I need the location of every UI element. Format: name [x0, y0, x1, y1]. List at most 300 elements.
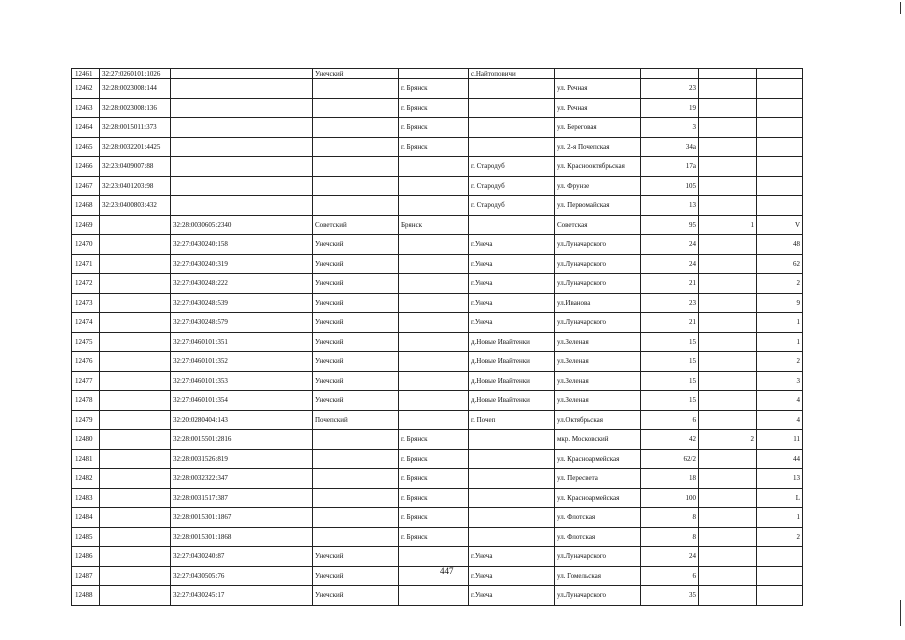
row-number-cell: 12479: [72, 410, 100, 430]
cadastral-number-old-cell: 32:27:0260101:1026: [100, 69, 171, 79]
city-cell: [399, 176, 469, 196]
row-number-cell: 12478: [72, 391, 100, 411]
city-cell: г. Брянск: [399, 118, 469, 138]
apartment-cell: [757, 176, 803, 196]
cadastral-number-old-cell: [100, 430, 171, 450]
apartment-cell: L: [757, 488, 803, 508]
house-number-cell: 105: [641, 176, 699, 196]
city-cell: г. Брянск: [399, 508, 469, 528]
city-cell: [399, 196, 469, 216]
district-cell: [313, 430, 399, 450]
district-cell: [313, 508, 399, 528]
building-cell: [699, 332, 757, 352]
settlement-cell: г.Унеча: [469, 293, 555, 313]
district-cell: Почепский: [313, 410, 399, 430]
cadastral-number-cell: 32:27:0430505:76: [171, 566, 313, 586]
apartment-cell: [757, 586, 803, 606]
cadastral-number-old-cell: [100, 586, 171, 606]
house-number-cell: 17а: [641, 157, 699, 177]
page-number: 447: [440, 566, 454, 576]
house-number-cell: 21: [641, 313, 699, 333]
street-cell: ул.Луначарского: [555, 547, 641, 567]
cadastral-number-cell: 32:27:0430240:158: [171, 235, 313, 255]
street-cell: ул.Луначарского: [555, 235, 641, 255]
table-row: [72, 98, 803, 118]
table-row: [72, 547, 803, 567]
district-cell: Унечский: [313, 352, 399, 372]
apartment-cell: 48: [757, 235, 803, 255]
city-cell: [399, 293, 469, 313]
cadastral-number-old-cell: [100, 235, 171, 255]
street-cell: ул. Фрунзе: [555, 176, 641, 196]
row-number-cell: 12475: [72, 332, 100, 352]
settlement-cell: [469, 430, 555, 450]
cadastral-number-cell: 32:27:0460101:354: [171, 391, 313, 411]
district-cell: [313, 157, 399, 177]
district-cell: Унечский: [313, 274, 399, 294]
street-cell: ул.Луначарского: [555, 254, 641, 274]
settlement-cell: [469, 79, 555, 99]
cadastral-number-cell: [171, 98, 313, 118]
table-row: [72, 449, 803, 469]
settlement-cell: г.Унеча: [469, 235, 555, 255]
cadastral-number-cell: [171, 137, 313, 157]
house-number-cell: 18: [641, 469, 699, 489]
building-cell: [699, 586, 757, 606]
apartment-cell: V: [757, 215, 803, 235]
cadastral-number-cell: 32:27:0430248:539: [171, 293, 313, 313]
house-number-cell: 21: [641, 274, 699, 294]
apartment-cell: 1: [757, 332, 803, 352]
cadastral-number-old-cell: [100, 332, 171, 352]
district-cell: Унечский: [313, 566, 399, 586]
district-cell: [313, 98, 399, 118]
table-row: [72, 410, 803, 430]
street-cell: ул. 2-я Почепская: [555, 137, 641, 157]
row-number-cell: 12488: [72, 586, 100, 606]
building-cell: [699, 157, 757, 177]
city-cell: [399, 547, 469, 567]
row-number-cell: 12481: [72, 449, 100, 469]
district-cell: [313, 469, 399, 489]
cadastral-number-cell: 32:28:0030605:2340: [171, 215, 313, 235]
settlement-cell: г. Стародуб: [469, 157, 555, 177]
district-cell: Унечский: [313, 547, 399, 567]
cadastral-number-cell: [171, 176, 313, 196]
city-cell: [399, 371, 469, 391]
house-number-cell: 24: [641, 254, 699, 274]
settlement-cell: [469, 137, 555, 157]
city-cell: [399, 274, 469, 294]
house-number-cell: 13: [641, 196, 699, 216]
building-cell: [699, 79, 757, 99]
cadastral-number-cell: 32:27:0460101:352: [171, 352, 313, 372]
district-cell: Унечский: [313, 293, 399, 313]
apartment-cell: [757, 69, 803, 79]
cadastral-number-cell: 32:27:0460101:353: [171, 371, 313, 391]
cadastral-number-old-cell: [100, 449, 171, 469]
house-number-cell: 3: [641, 118, 699, 138]
building-cell: [699, 488, 757, 508]
cadastral-number-old-cell: 32:28:0023008:144: [100, 79, 171, 99]
house-number-cell: 23: [641, 79, 699, 99]
table-row: [72, 332, 803, 352]
street-cell: ул. Речная: [555, 98, 641, 118]
district-cell: [313, 449, 399, 469]
apartment-cell: 2: [757, 274, 803, 294]
row-number-cell: 12480: [72, 430, 100, 450]
cadastral-number-cell: 32:28:0031526:819: [171, 449, 313, 469]
row-number-cell: 12471: [72, 254, 100, 274]
cadastral-number-old-cell: [100, 547, 171, 567]
settlement-cell: [469, 469, 555, 489]
row-number-cell: 12467: [72, 176, 100, 196]
cadastral-number-cell: 32:28:0015501:2816: [171, 430, 313, 450]
house-number-cell: 6: [641, 566, 699, 586]
row-number-cell: 12469: [72, 215, 100, 235]
cadastral-number-old-cell: 32:23:0401203:98: [100, 176, 171, 196]
table-row: [72, 235, 803, 255]
building-cell: [699, 98, 757, 118]
street-cell: ул. Флотская: [555, 527, 641, 547]
row-number-cell: 12473: [72, 293, 100, 313]
apartment-cell: 44: [757, 449, 803, 469]
table-row: [72, 469, 803, 489]
city-cell: г. Брянск: [399, 137, 469, 157]
district-cell: Унечский: [313, 313, 399, 333]
street-cell: ул. Первомайская: [555, 196, 641, 216]
district-cell: Унечский: [313, 391, 399, 411]
cadastral-number-old-cell: [100, 469, 171, 489]
table-row: [72, 293, 803, 313]
house-number-cell: 8: [641, 508, 699, 528]
apartment-cell: 2: [757, 527, 803, 547]
street-cell: ул.Иванова: [555, 293, 641, 313]
cadastral-number-cell: 32:27:0430240:87: [171, 547, 313, 567]
house-number-cell: 8: [641, 527, 699, 547]
district-cell: [313, 527, 399, 547]
row-number-cell: 12470: [72, 235, 100, 255]
building-cell: [699, 254, 757, 274]
cadastral-number-old-cell: [100, 293, 171, 313]
street-cell: ул. Береговая: [555, 118, 641, 138]
city-cell: г. Брянск: [399, 527, 469, 547]
settlement-cell: г.Унеча: [469, 254, 555, 274]
cadastral-number-old-cell: [100, 391, 171, 411]
cadastral-number-old-cell: [100, 410, 171, 430]
row-number-cell: 12462: [72, 79, 100, 99]
house-number-cell: 62/2: [641, 449, 699, 469]
cadastral-number-old-cell: [100, 566, 171, 586]
street-cell: [555, 69, 641, 79]
building-cell: [699, 352, 757, 372]
apartment-cell: 4: [757, 410, 803, 430]
city-cell: [399, 313, 469, 333]
settlement-cell: [469, 449, 555, 469]
street-cell: ул.Зеленая: [555, 332, 641, 352]
house-number-cell: 42: [641, 430, 699, 450]
house-number-cell: 15: [641, 371, 699, 391]
street-cell: ул. Красноармейская: [555, 449, 641, 469]
settlement-cell: д.Новые Ивайтенки: [469, 371, 555, 391]
row-number-cell: 12472: [72, 274, 100, 294]
street-cell: ул.Луначарского: [555, 274, 641, 294]
row-number-cell: 12482: [72, 469, 100, 489]
district-cell: Унечский: [313, 69, 399, 79]
table-row: [72, 274, 803, 294]
settlement-cell: г. Почеп: [469, 410, 555, 430]
district-cell: [313, 137, 399, 157]
cadastral-number-cell: 32:28:0015301:1868: [171, 527, 313, 547]
table-row: [72, 79, 803, 99]
street-cell: ул. Флотская: [555, 508, 641, 528]
row-number-cell: 12485: [72, 527, 100, 547]
street-cell: ул.Луначарского: [555, 313, 641, 333]
city-cell: г. Брянск: [399, 469, 469, 489]
apartment-cell: 9: [757, 293, 803, 313]
street-cell: ул. Красноармейская: [555, 488, 641, 508]
building-cell: 2: [699, 430, 757, 450]
apartment-cell: [757, 157, 803, 177]
cadastral-number-old-cell: [100, 313, 171, 333]
house-number-cell: 24: [641, 547, 699, 567]
cadastral-number-old-cell: 32:23:0400803:432: [100, 196, 171, 216]
table-row: [72, 254, 803, 274]
street-cell: ул. Гомельская: [555, 566, 641, 586]
house-number-cell: 100: [641, 488, 699, 508]
settlement-cell: с.Найтоповичи: [469, 69, 555, 79]
apartment-cell: [757, 137, 803, 157]
table-row: [72, 176, 803, 196]
city-cell: г. Брянск: [399, 79, 469, 99]
city-cell: [399, 410, 469, 430]
city-cell: г. Брянск: [399, 449, 469, 469]
street-cell: ул.Зеленая: [555, 371, 641, 391]
house-number-cell: 23: [641, 293, 699, 313]
house-number-cell: 19: [641, 98, 699, 118]
cadastral-number-cell: 32:27:0430240:319: [171, 254, 313, 274]
row-number-cell: 12461: [72, 69, 100, 79]
building-cell: [699, 274, 757, 294]
apartment-cell: [757, 118, 803, 138]
settlement-cell: г.Унеча: [469, 586, 555, 606]
building-cell: [699, 118, 757, 138]
apartment-cell: 3: [757, 371, 803, 391]
district-cell: [313, 196, 399, 216]
cadastral-number-cell: 32:20:0280404:143: [171, 410, 313, 430]
cadastral-number-old-cell: 32:28:0032201:4425: [100, 137, 171, 157]
settlement-cell: [469, 508, 555, 528]
city-cell: [399, 235, 469, 255]
street-cell: ул.Луначарского: [555, 586, 641, 606]
building-cell: [699, 196, 757, 216]
row-number-cell: 12486: [72, 547, 100, 567]
city-cell: [399, 69, 469, 79]
apartment-cell: [757, 566, 803, 586]
cadastral-number-cell: [171, 118, 313, 138]
street-cell: Советская: [555, 215, 641, 235]
building-cell: [699, 69, 757, 79]
table-row: [72, 352, 803, 372]
building-cell: [699, 235, 757, 255]
building-cell: [699, 313, 757, 333]
building-cell: [699, 527, 757, 547]
settlement-cell: [469, 527, 555, 547]
table-row: [72, 69, 803, 79]
table-row: [72, 488, 803, 508]
settlement-cell: д.Новые Ивайтенки: [469, 391, 555, 411]
cadastral-number-old-cell: 32:28:0023008:136: [100, 98, 171, 118]
row-number-cell: 12474: [72, 313, 100, 333]
settlement-cell: д.Новые Ивайтенки: [469, 332, 555, 352]
house-number-cell: 6: [641, 410, 699, 430]
cadastral-number-cell: 32:28:0031517:387: [171, 488, 313, 508]
apartment-cell: 13: [757, 469, 803, 489]
building-cell: [699, 391, 757, 411]
cadastral-number-old-cell: [100, 274, 171, 294]
building-cell: [699, 371, 757, 391]
apartment-cell: [757, 98, 803, 118]
city-cell: Брянск: [399, 215, 469, 235]
building-cell: [699, 137, 757, 157]
scan-edge-mark: [900, 600, 901, 626]
house-number-cell: 15: [641, 391, 699, 411]
row-number-cell: 12466: [72, 157, 100, 177]
settlement-cell: [469, 215, 555, 235]
table-row: [72, 527, 803, 547]
city-cell: [399, 254, 469, 274]
cadastral-number-old-cell: [100, 371, 171, 391]
cadastral-number-cell: [171, 157, 313, 177]
table-row: [72, 586, 803, 606]
table-row: [72, 391, 803, 411]
street-cell: ул.Октябрьская: [555, 410, 641, 430]
apartment-cell: [757, 196, 803, 216]
cadastral-number-cell: 32:27:0430248:222: [171, 274, 313, 294]
settlement-cell: г.Унеча: [469, 566, 555, 586]
district-cell: Унечский: [313, 586, 399, 606]
cadastral-number-cell: 32:28:0015301:1867: [171, 508, 313, 528]
apartment-cell: [757, 79, 803, 99]
district-cell: Унечский: [313, 254, 399, 274]
district-cell: Унечский: [313, 235, 399, 255]
apartment-cell: [757, 547, 803, 567]
row-number-cell: 12464: [72, 118, 100, 138]
property-register-table: [71, 68, 803, 606]
apartment-cell: 1: [757, 508, 803, 528]
city-cell: г. Брянск: [399, 430, 469, 450]
district-cell: [313, 79, 399, 99]
row-number-cell: 12487: [72, 566, 100, 586]
building-cell: [699, 547, 757, 567]
cadastral-number-old-cell: [100, 508, 171, 528]
row-number-cell: 12477: [72, 371, 100, 391]
street-cell: ул. Красноoктябрьская: [555, 157, 641, 177]
city-cell: [399, 332, 469, 352]
house-number-cell: [641, 69, 699, 79]
table-row: [72, 137, 803, 157]
street-cell: ул.Зеленая: [555, 352, 641, 372]
settlement-cell: г.Унеча: [469, 547, 555, 567]
building-cell: [699, 469, 757, 489]
street-cell: мкр. Московский: [555, 430, 641, 450]
house-number-cell: 35: [641, 586, 699, 606]
table-row: [72, 430, 803, 450]
settlement-cell: [469, 488, 555, 508]
settlement-cell: [469, 98, 555, 118]
row-number-cell: 12484: [72, 508, 100, 528]
apartment-cell: 1: [757, 313, 803, 333]
settlement-cell: г. Стародуб: [469, 176, 555, 196]
row-number-cell: 12465: [72, 137, 100, 157]
cadastral-number-old-cell: [100, 488, 171, 508]
city-cell: [399, 352, 469, 372]
house-number-cell: 15: [641, 352, 699, 372]
row-number-cell: 12468: [72, 196, 100, 216]
cadastral-number-old-cell: [100, 254, 171, 274]
district-cell: [313, 118, 399, 138]
cadastral-number-old-cell: [100, 527, 171, 547]
district-cell: [313, 176, 399, 196]
cadastral-number-cell: 32:28:0032322:347: [171, 469, 313, 489]
building-cell: [699, 566, 757, 586]
building-cell: [699, 449, 757, 469]
cadastral-number-cell: [171, 79, 313, 99]
apartment-cell: 11: [757, 430, 803, 450]
building-cell: [699, 176, 757, 196]
city-cell: г. Брянск: [399, 488, 469, 508]
row-number-cell: 12476: [72, 352, 100, 372]
table-row: [72, 566, 803, 586]
cadastral-number-cell: 32:27:0460101:351: [171, 332, 313, 352]
city-cell: [399, 391, 469, 411]
settlement-cell: г. Стародуб: [469, 196, 555, 216]
table-row: [72, 157, 803, 177]
cadastral-number-old-cell: [100, 215, 171, 235]
cadastral-number-old-cell: 32:28:0015011:373: [100, 118, 171, 138]
apartment-cell: 4: [757, 391, 803, 411]
street-cell: ул.Зеленая: [555, 391, 641, 411]
house-number-cell: 24: [641, 235, 699, 255]
house-number-cell: 15: [641, 332, 699, 352]
building-cell: [699, 410, 757, 430]
district-cell: Унечский: [313, 371, 399, 391]
city-cell: [399, 586, 469, 606]
district-cell: Советский: [313, 215, 399, 235]
building-cell: [699, 293, 757, 313]
table-row: [72, 371, 803, 391]
settlement-cell: г.Унеча: [469, 313, 555, 333]
cadastral-number-old-cell: [100, 352, 171, 372]
city-cell: [399, 566, 469, 586]
cadastral-number-old-cell: 32:23:0409007:88: [100, 157, 171, 177]
cadastral-number-cell: [171, 69, 313, 79]
house-number-cell: 34а: [641, 137, 699, 157]
cadastral-number-cell: 32:27:0430248:579: [171, 313, 313, 333]
table-row: [72, 508, 803, 528]
row-number-cell: 12463: [72, 98, 100, 118]
settlement-cell: д.Новые Ивайтенки: [469, 352, 555, 372]
street-cell: ул. Речная: [555, 79, 641, 99]
settlement-cell: [469, 118, 555, 138]
building-cell: [699, 508, 757, 528]
city-cell: [399, 157, 469, 177]
cadastral-number-cell: [171, 196, 313, 216]
table-row: [72, 118, 803, 138]
district-cell: Унечский: [313, 332, 399, 352]
table-row: [72, 215, 803, 235]
cadastral-number-cell: 32:27:0430245:17: [171, 586, 313, 606]
